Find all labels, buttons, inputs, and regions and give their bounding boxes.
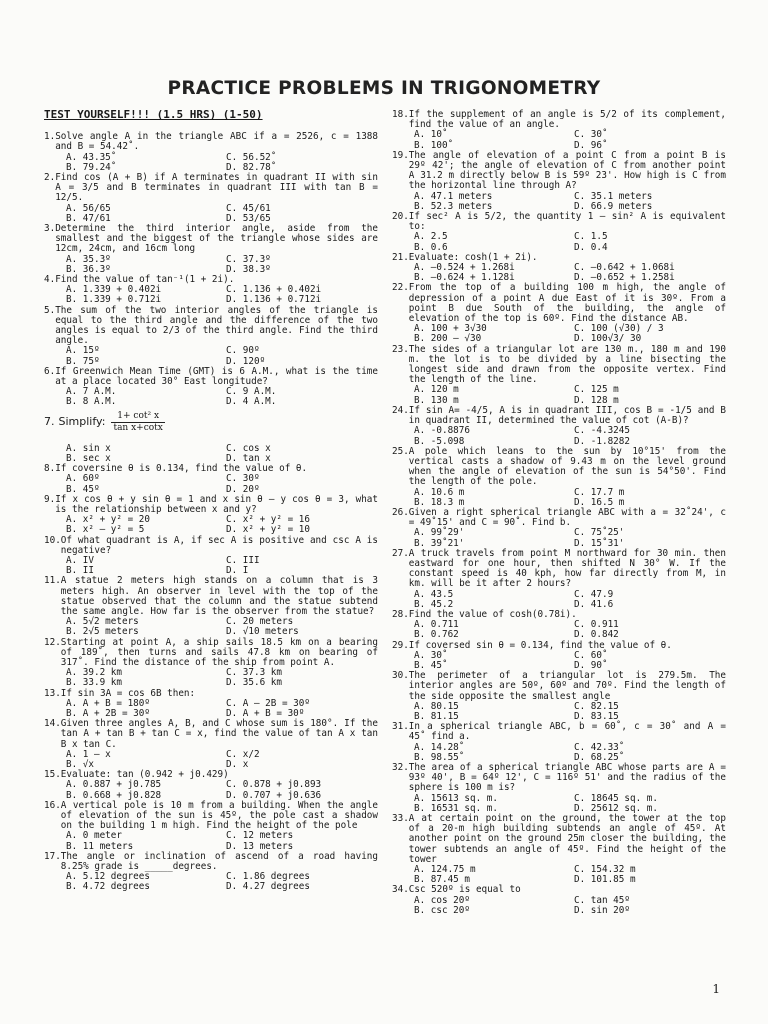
question-item <box>392 406 726 447</box>
answer-option: A. 5.12 degrees <box>66 871 150 883</box>
answer-option: C. 154.32 m <box>574 864 636 876</box>
question-item <box>392 763 726 814</box>
question-number: 8. <box>44 463 56 475</box>
answer-options <box>44 831 378 851</box>
answer-option: C. 30º <box>226 473 260 485</box>
answer-option: A. 2.5 <box>414 231 448 243</box>
question-number: 10. <box>44 534 61 546</box>
question-number: 3. <box>44 223 56 235</box>
answer-option: B. 18.3 m <box>414 496 465 508</box>
answer-option: D. –0.652 + 1.258i <box>574 272 675 284</box>
answer-options <box>392 651 726 671</box>
question-number: 4. <box>44 274 56 286</box>
answer-option: C. 82.15 <box>574 700 619 712</box>
answer-option: C. 125 m <box>574 384 619 396</box>
answer-option: D. 83.15 <box>574 710 619 722</box>
answer-options <box>44 872 378 892</box>
question-item <box>392 549 726 610</box>
answer-option: C. 42.33˚ <box>574 741 625 753</box>
answer-option: C. 100 (√30) / 3 <box>574 323 664 335</box>
question-text: If Greenwich Mean Time (GMT) is 6 A.M., what is the time at a place located 30° East longitude? <box>55 365 378 388</box>
answer-option: B. -5.098 <box>414 435 465 447</box>
answer-option: B. –0.624 + 1.128i <box>414 272 515 284</box>
question-item <box>392 212 726 253</box>
question-item <box>392 610 726 641</box>
answer-option: A. 1.339 + 0.402i <box>66 284 162 296</box>
answer-option: C. 1.136 + 0.402i <box>226 284 322 296</box>
answer-options <box>44 474 378 494</box>
answer-option: B. 39˚21' <box>414 537 465 549</box>
answer-option: A. 30˚ <box>414 649 448 661</box>
answer-option: B. 52.3 meters <box>414 200 493 212</box>
answer-options <box>392 702 726 722</box>
question-text: From the top of a building 100 m high, the angle of depression of a point A due East of it is 30º. From a point B due South of the building, the angle of elevation of the top is 60º. Find the distance AB. <box>408 282 726 325</box>
answer-option: A. 14.28˚ <box>414 741 465 753</box>
question-number: 32. <box>392 762 409 773</box>
answer-option: A. 0.887 + j0.785 <box>66 779 162 791</box>
answer-option: B. A + 2B = 30º <box>66 707 150 719</box>
answer-option: B. 81.15 <box>414 710 459 722</box>
question-number: 30. <box>392 670 409 682</box>
answer-option: B. 1.339 + 0.712i <box>66 294 162 306</box>
question-item <box>392 253 726 284</box>
answer-options <box>44 255 378 275</box>
question-text: If the supplement of an angle is 5/2 of its complement, find the value of an angle. <box>408 109 726 131</box>
answer-option: D. 101.85 m <box>574 874 636 886</box>
answer-option: A. -0.8876 <box>414 425 470 437</box>
answer-options <box>392 794 726 814</box>
question-text: In a spherical triangle ABC, b = 60˚, c = 30˚ and A = 45˚ find a. <box>408 721 726 743</box>
answer-options <box>44 750 378 770</box>
answer-option: A. –0.524 + 1.268i <box>414 262 515 274</box>
answer-option: D. x² + y² = 10 <box>226 524 310 536</box>
question-item <box>392 151 726 212</box>
answer-option: B. 45.2 <box>414 598 454 610</box>
question-number: 26. <box>392 506 409 518</box>
answer-option: D. 0.842 <box>574 629 619 641</box>
answer-option: A. 0 meter <box>66 830 122 842</box>
answer-option: A. 43.5 <box>414 588 454 600</box>
question-number: 22. <box>392 282 409 294</box>
answer-options <box>392 263 726 283</box>
answer-option: B. 100˚ <box>414 139 454 151</box>
question-number: 23. <box>392 343 409 355</box>
question-number: 6. <box>44 365 56 377</box>
answer-option: C. tan 45º <box>574 894 630 906</box>
question-number: 31. <box>392 721 409 733</box>
answer-option: D. √10 meters <box>226 626 299 638</box>
question-text: Determine the third interior angle, aside from the smallest and the biggest of the triangle whose sides are 12cm, 24cm, and 16cm long <box>55 223 378 255</box>
page-title: PRACTICE PROBLEMS IN TRIGONOMETRY <box>167 78 601 99</box>
answer-options <box>392 324 726 344</box>
answer-option: D. I <box>226 565 249 577</box>
question-number: 2. <box>44 172 56 184</box>
answer-option: B. 8 A.M. <box>66 396 117 408</box>
answer-option: B. 36.3º <box>66 263 111 275</box>
question-item <box>392 814 726 885</box>
answer-option: C. 9 A.M. <box>226 386 277 398</box>
answer-option: B. 79.24˚ <box>66 161 117 173</box>
answer-option: C. 35.1 meters <box>574 190 653 202</box>
question-text: If coversine θ is 0.134, find the value of θ. <box>55 463 308 475</box>
right-column <box>392 110 726 916</box>
question-number: 28. <box>392 608 409 620</box>
answer-option: C. 1.86 degrees <box>226 871 310 883</box>
answer-options <box>392 385 726 405</box>
question-item <box>44 464 378 495</box>
answer-option: D. 120º <box>226 355 266 367</box>
answer-options <box>392 896 726 916</box>
answer-option: C. 37.3º <box>226 253 271 265</box>
question-number: 21. <box>392 251 409 263</box>
question-number: 34. <box>392 884 409 896</box>
fraction-expression <box>111 411 164 434</box>
answer-options <box>392 743 726 763</box>
answer-option: A. 47.1 meters <box>414 190 493 202</box>
answer-option: C. 75˚25' <box>574 527 625 539</box>
question-item <box>44 536 378 577</box>
answer-options <box>392 865 726 885</box>
answer-option: D. 25612 sq. m. <box>574 802 658 814</box>
question-text: Given a right spherical triangle ABC with a = 32˚24', c = 49˚15' and C = 90˚. Find b. <box>408 506 726 529</box>
question-text: The angle or inclination of ascend of a road having 8.25% grade is _____degrees. <box>60 850 378 873</box>
answer-option: A. x² + y² = 20 <box>66 514 150 526</box>
answer-options <box>44 699 378 719</box>
question-text: Csc 520º is equal to <box>408 884 521 896</box>
answer-option: B. 4.72 degrees <box>66 881 150 893</box>
question-item <box>44 719 378 770</box>
answer-option: B. 130 m <box>414 394 459 406</box>
answer-options <box>44 387 378 407</box>
answer-option: B. 200 – √30 <box>414 333 482 345</box>
question-text: If sin A= -4/5, A is in quadrant III, cos B = -1/5 and B in quadrant II, determined the value of cot (A-B)? <box>408 404 726 427</box>
answer-option: A. 56/65 <box>66 202 111 214</box>
question-item <box>44 132 378 173</box>
question-number: 7. <box>44 415 55 429</box>
answer-option: C. 30˚ <box>574 129 608 141</box>
question-number: 16. <box>44 799 61 811</box>
answer-option: C. x/2 <box>226 748 260 760</box>
answer-option: B. 45˚ <box>414 659 448 671</box>
answer-option: C. 47.9 <box>574 588 614 600</box>
question-text: Evaluate: cosh(1 + 2i). <box>408 251 538 263</box>
question-number: 19. <box>392 149 409 161</box>
answer-option: D. 53/65 <box>226 212 271 224</box>
question-text: Of what quadrant is A, if sec A is positive and csc A is negative? <box>60 534 378 556</box>
answer-options <box>44 153 378 173</box>
answer-option: B. 47/61 <box>66 212 111 224</box>
question-item <box>392 641 726 672</box>
answer-option: D. 41.6 <box>574 598 614 610</box>
question-text: Solve angle A in the triangle ABC if a = 2526, c = 1388 and B = 54.42˚. <box>55 131 378 153</box>
answer-option: D. x <box>226 758 249 770</box>
answer-option: D. 96˚ <box>574 139 608 151</box>
answer-option: D. 38.3º <box>226 263 271 275</box>
answer-option: C. 90º <box>226 345 260 357</box>
answer-option: C. 1.5 <box>574 231 608 243</box>
answer-option: A. 5√2 meters <box>66 616 139 628</box>
section-heading: TEST YOURSELF!!! (1.5 HRS) (1-50) <box>44 108 263 121</box>
answer-option: C. 12 meters <box>226 830 294 842</box>
answer-option: C. III <box>226 554 260 566</box>
question-number: 15. <box>44 769 61 781</box>
question-number: 29. <box>392 639 409 651</box>
question-item <box>44 224 378 275</box>
answer-option: C. 37.3 km <box>226 667 282 679</box>
question-number: 27. <box>392 547 409 559</box>
answer-option: D. sin 20º <box>574 904 630 916</box>
question-item <box>392 345 726 406</box>
answer-option: D. 1.136 + 0.712i <box>226 294 322 306</box>
answer-option: B. 33.9 km <box>66 677 122 689</box>
answer-options <box>392 620 726 640</box>
answer-options <box>44 285 378 305</box>
answer-option: C. 18645 sq. m. <box>574 792 658 804</box>
answer-option: B. 45º <box>66 483 100 495</box>
answer-option: B. 2√5 meters <box>66 626 139 638</box>
question-text: Simplify: <box>58 415 106 429</box>
question-number: 33. <box>392 813 409 825</box>
answer-options <box>44 204 378 224</box>
answer-option: D. 90˚ <box>574 659 608 671</box>
answer-option: A. 15613 sq. m. <box>414 792 498 804</box>
question-number: 20. <box>392 211 409 223</box>
question-number: 1. <box>44 131 56 143</box>
answer-option: A. 10˚ <box>414 129 448 141</box>
answer-option: A. 99˚29' <box>414 527 465 539</box>
answer-option: B. 0.668 + j0.828 <box>66 789 162 801</box>
answer-option: D. 16.5 m <box>574 496 625 508</box>
answer-options <box>392 426 726 446</box>
answer-option: A. 39.2 km <box>66 667 122 679</box>
answer-option: A. 15º <box>66 345 100 357</box>
answer-options <box>392 488 726 508</box>
answer-option: C. –0.642 + 1.068i <box>574 262 675 274</box>
fraction-numerator: 1+ cot² x <box>111 411 164 423</box>
question-text: The perimeter of a triangular lot is 279.5m. The interior angles are 50º, 60º and 70º. Find the length of the side opposite the smallest angle <box>408 670 726 702</box>
question-number: 12. <box>44 636 61 648</box>
question-text: If coversed sin θ = 0.134, find the value of θ. <box>408 639 672 651</box>
question-text: Given three angles A, B, and C whose sum is 180°. If the tan A + tan B + tan C = x, find the value of tan A x tan B x tan C. <box>60 718 378 750</box>
answer-option: C. 0.911 <box>574 619 619 631</box>
answer-option: C. 60˚ <box>574 649 608 661</box>
question-text: If x cos θ + y sin θ = 1 and x sin θ – y cos θ = 3, what is the relationship between x and y? <box>55 493 378 515</box>
answer-option: A. A + B = 180º <box>66 697 150 709</box>
question-number: 5. <box>44 304 56 316</box>
answer-option: C. 17.7 m <box>574 486 625 498</box>
answer-option: D. 128 m <box>574 394 619 406</box>
question-text: A truck travels from point M northward for 30 min. then eastward for one hour, then shifted N 30° W. If the constant speed is 40 kph, how far directly from M, in km. will be it after 2 hours? <box>408 547 726 590</box>
answer-option: D. 0.4 <box>574 241 608 253</box>
answer-options <box>392 590 726 610</box>
answer-option: B. x² – y² = 5 <box>66 524 145 536</box>
answer-option: B. 16531 sq. m. <box>414 802 498 814</box>
answer-option: A. 100 + 3√30 <box>414 323 487 335</box>
question-item <box>392 722 726 763</box>
question-item <box>44 495 378 536</box>
answer-option: C. 56.52˚ <box>226 151 277 163</box>
question-number: 9. <box>44 493 56 505</box>
question-item <box>44 770 378 801</box>
answer-option: C. cos x <box>226 442 271 454</box>
question-item <box>44 689 378 720</box>
answer-option: A. cos 20º <box>414 894 470 906</box>
question-text: A pole which leans to the sun by 10°15' from the vertical casts a shadow of 9.43 m on the level ground when the angle of elevation of the sun is 54°50'. Find the length of the pole. <box>408 445 726 488</box>
question-text: Evaluate: tan (0.942 + j0.429) <box>60 769 229 781</box>
question-text: If sin 3A = cos 6B then: <box>60 687 196 699</box>
answer-option: B. 75º <box>66 355 100 367</box>
question-item <box>44 275 378 306</box>
question-item <box>392 885 726 916</box>
answer-option: D. 100√3/ 30 <box>574 333 642 345</box>
answer-option: C. A – 2B = 30º <box>226 697 310 709</box>
question-item <box>44 576 378 637</box>
question-text: A vertical pole is 10 m from a building. When the angle of elevation of the sun is 45º, the pole cast a shadow on the building 1 m high. Find the height of the pole <box>60 799 378 832</box>
answer-option: D. 35.6 km <box>226 677 282 689</box>
answer-option: B. II <box>66 565 94 577</box>
question-number: 24. <box>392 404 409 416</box>
answer-option: C. 20 meters <box>226 616 294 628</box>
answer-option: A. 0.711 <box>414 619 459 631</box>
answer-option: B. 0.762 <box>414 629 459 641</box>
answer-options <box>44 668 378 688</box>
question-number: 14. <box>44 718 61 730</box>
question-item <box>44 173 378 224</box>
question-item <box>392 447 726 508</box>
page-number: 1 <box>712 982 720 996</box>
answer-option: A. 7 A.M. <box>66 386 117 398</box>
answer-option: D. 4.27 degrees <box>226 881 310 893</box>
answer-option: B. √x <box>66 758 94 770</box>
answer-option: B. 87.45 m <box>414 874 470 886</box>
question-text: A at certain point on the ground, the tower at the top of a 20-m high building subtends an angle of 45º. At another point on the ground 25m closer the building, the tower subtends an angle of 45º. Find the height of the tower <box>408 813 726 865</box>
answer-option: D. 13 meters <box>226 840 294 852</box>
answer-option: A. IV <box>66 554 94 566</box>
answer-options <box>392 528 726 548</box>
question-item <box>44 306 378 367</box>
answer-option: A. 80.15 <box>414 700 459 712</box>
question-text: The sum of the two interior angles of the triangle is equal to the third angle and the difference of the two angles is equal to 2/3 of the third angle. Find the third angle. <box>55 304 378 347</box>
answer-option: A. 10.6 m <box>414 486 465 498</box>
answer-options <box>44 515 378 535</box>
question-text: The angle of elevation of a point C from a point B is 29º 42'; the angle of elevation of C from another point A 31.2 m directly below B is 59º 23'. How high is C from the horizontal line through A? <box>408 149 726 192</box>
question-item <box>44 638 378 689</box>
question-number: 25. <box>392 445 409 457</box>
answer-option: B. 98.55˚ <box>414 751 465 763</box>
answer-option: B. sec x <box>66 452 111 464</box>
question-item <box>392 671 726 722</box>
answer-option: D. 68.25˚ <box>574 751 625 763</box>
question-item <box>44 367 378 408</box>
answer-option: C. 45/61 <box>226 202 271 214</box>
answer-options <box>392 130 726 150</box>
answer-option: A. 124.75 m <box>414 864 476 876</box>
question-number: 18. <box>392 109 409 120</box>
question-text: If sec² A is 5/2, the quantity 1 – sin² A is equivalent to: <box>408 211 726 233</box>
answer-options <box>44 346 378 366</box>
answer-option: A. 35.3º <box>66 253 111 265</box>
answer-option: D. 15˚31' <box>574 537 625 549</box>
answer-options <box>44 780 378 800</box>
answer-option: C. x² + y² = 16 <box>226 514 310 526</box>
answer-option: D. -1.8282 <box>574 435 630 447</box>
answer-option: D. A + B = 30º <box>226 707 305 719</box>
question-text: Find cos (A + B) if A terminates in quadrant II with sin A = 3/5 and B terminates in quadrant III with tan B = 12/5. <box>55 172 378 204</box>
answer-option: D. 82.78˚ <box>226 161 277 173</box>
answer-option: D. 66.9 meters <box>574 200 653 212</box>
answer-option: A. 60º <box>66 473 100 485</box>
answer-option: A. 1 – x <box>66 748 111 760</box>
question-item <box>392 283 726 344</box>
question-text: Find the value of tan⁻¹(1 + 2i). <box>55 274 235 286</box>
answer-option: D. 20º <box>226 483 260 495</box>
question-item <box>44 852 378 893</box>
answer-options <box>392 232 726 252</box>
question-text: Starting at point A, a ship sails 18.5 km on a bearing of 189˚, then turns and sails 47.8 km on bearing of 317˚. Find the distance of the ship from point A. <box>60 636 378 668</box>
answer-option: C. 0.878 + j0.893 <box>226 779 322 791</box>
answer-option: B. 0.6 <box>414 241 448 253</box>
answer-option: C. -4.3245 <box>574 425 630 437</box>
question-number: 17. <box>44 850 61 862</box>
question-number: 11. <box>44 575 61 587</box>
answer-options <box>392 192 726 212</box>
question-text: A statue 2 meters high stands on a column that is 3 meters high. An observer in level with the top of the statue observed that the column and the statue subtend the same angle. How far is the observer from the statue? <box>60 575 378 617</box>
question-item <box>44 801 378 852</box>
answer-option: D. tan x <box>226 452 271 464</box>
answer-options <box>44 617 378 637</box>
answer-option: B. 11 meters <box>66 840 134 852</box>
question-item <box>392 110 726 151</box>
answer-option: B. csc 20º <box>414 904 470 916</box>
left-column <box>44 108 378 893</box>
answer-option: D. 4 A.M. <box>226 396 277 408</box>
question-text: The area of a spherical triangle ABC whose parts are A = 93º 40', B = 64º 12', C = 116º 51' and the radius of the sphere is 100 m is? <box>408 762 726 794</box>
question-item <box>392 508 726 549</box>
question-7 <box>44 411 378 464</box>
fraction-denominator: tan x+cotx <box>113 422 163 433</box>
question-text: The sides of a triangular lot are 130 m., 180 m and 190 m. the lot is to be divided by a line bisecting the longest side and drawn from the opposite vertex. Find the length of the line. <box>408 343 726 386</box>
answer-options <box>44 556 378 576</box>
answer-option: A. 43.35˚ <box>66 151 117 163</box>
question-text: Find the value of cosh(0.78i). <box>408 608 577 620</box>
answer-option: A. 120 m <box>414 384 459 396</box>
answer-option: A. sin x <box>66 442 111 454</box>
answer-option: D. 0.707 + j0.636 <box>226 789 322 801</box>
question-number: 13. <box>44 687 61 699</box>
